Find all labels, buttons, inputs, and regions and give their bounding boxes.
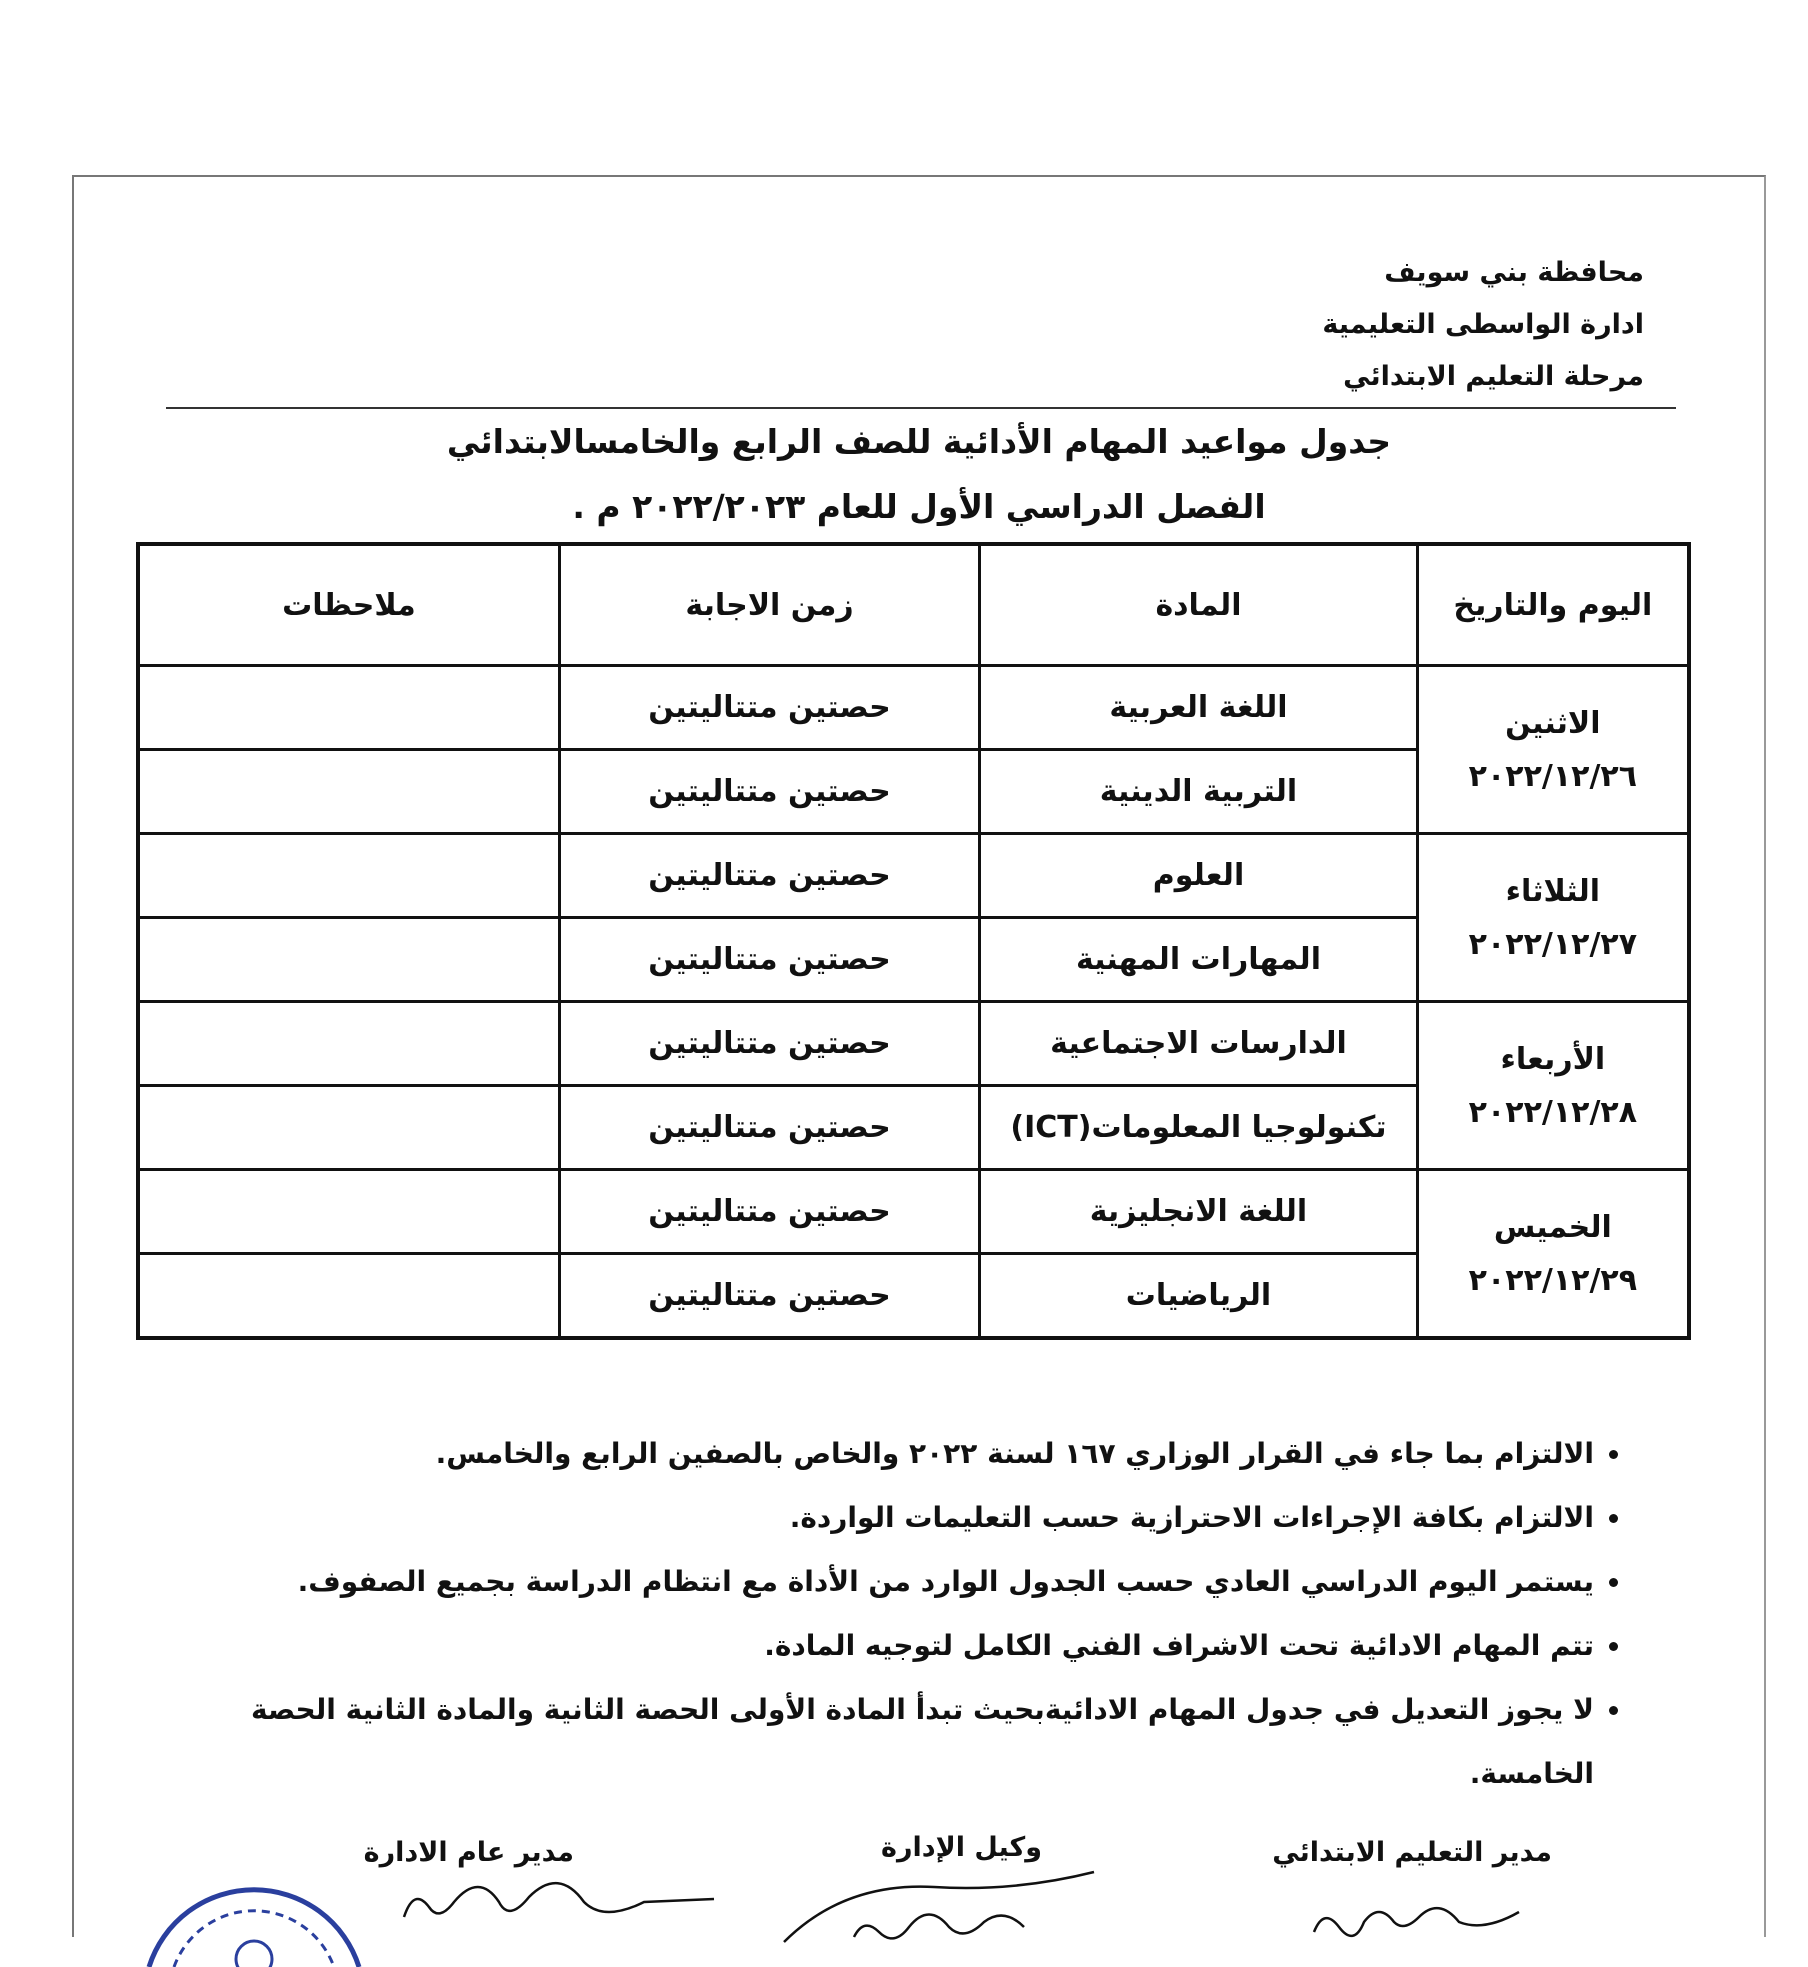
notes-cell (138, 750, 559, 834)
subject-cell: تكنولوجيا المعلومات(ICT) (980, 1086, 1418, 1170)
time-cell: حصتين متتاليتين (559, 1170, 979, 1254)
table-row (138, 834, 1689, 918)
day-date: ٢٠٢٢/١٢/٢٨ (1468, 1094, 1638, 1130)
notes-cell (138, 834, 559, 918)
table-row (138, 1002, 1689, 1086)
signature-title-general-director: مدير عام الادارة (363, 1837, 574, 1868)
header-divider (166, 407, 1676, 409)
table-header-row (138, 544, 1689, 666)
schedule-table (136, 542, 1691, 1340)
notes-cell (138, 1254, 559, 1339)
notes-cell (138, 1086, 559, 1170)
rule-item: • لا يجوز التعديل في جدول المهام الادائيةبحيث تبدأ المادة الأولى الحصة الثانية والمادة الثانية الحصة الخامسة. (124, 1678, 1594, 1742)
time-cell: حصتين متتاليتين (559, 750, 979, 834)
signature-primary-director (1294, 1887, 1594, 1947)
subject-cell: الدارسات الاجتماعية (980, 1002, 1418, 1086)
table-row (138, 1170, 1689, 1254)
day-date: ٢٠٢٢/١٢/٢٦ (1468, 758, 1638, 794)
day-name: الثلاثاء (1505, 873, 1601, 909)
signature-deputy (774, 1867, 1134, 1947)
time-cell: حصتين متتاليتين (559, 666, 979, 750)
document-page (72, 175, 1766, 1937)
day-name: الأربعاء (1500, 1041, 1606, 1077)
rules-list (124, 1422, 1634, 1790)
header-administration: ادارة الواسطى التعليمية (1322, 309, 1644, 340)
header-governorate: محافظة بني سويف (1384, 257, 1644, 288)
notes-cell (138, 666, 559, 750)
day-cell (1417, 666, 1689, 834)
notes-cell (138, 1170, 559, 1254)
day-cell (1417, 1170, 1689, 1339)
subject-cell: العلوم (980, 834, 1418, 918)
signature-title-primary-director: مدير التعليم الابتدائي (1272, 1837, 1552, 1868)
rule-item: • الالتزام بما جاء في القرار الوزاري ١٦٧ لسنة ٢٠٢٢ والخاص بالصفين الرابع والخامس. (124, 1422, 1594, 1486)
notes-cell (138, 1002, 559, 1086)
subject-cell: المهارات المهنية (980, 918, 1418, 1002)
table-row (138, 666, 1689, 750)
day-cell (1417, 1002, 1689, 1170)
header-day-date: اليوم والتاريخ (1417, 544, 1689, 666)
rule-item: • يستمر اليوم الدراسي العادي حسب الجدول الوارد من الأداة مع انتظام الدراسة بجميع الصفوف. (124, 1550, 1594, 1614)
header-stage: مرحلة التعليم الابتدائي (1343, 361, 1644, 392)
time-cell: حصتين متتاليتين (559, 1002, 979, 1086)
day-name: الخميس (1493, 1209, 1612, 1245)
subject-cell: الرياضيات (980, 1254, 1418, 1339)
header-subject: المادة (980, 544, 1418, 666)
time-cell: حصتين متتاليتين (559, 918, 979, 1002)
notes-cell (138, 918, 559, 1002)
header-notes: ملاحظات (138, 544, 559, 666)
time-cell: حصتين متتاليتين (559, 834, 979, 918)
day-name: الاثنين (1505, 705, 1601, 741)
time-cell: حصتين متتاليتين (559, 1254, 979, 1339)
day-cell (1417, 834, 1689, 1002)
day-date: ٢٠٢٢/١٢/٢٧ (1468, 926, 1638, 962)
subject-cell: اللغة الانجليزية (980, 1170, 1418, 1254)
document-header (1124, 247, 1644, 403)
document-title: جدول مواعيد المهام الأدائية للصف الرابع والخامسالابتدائي (446, 422, 1392, 461)
header-time: زمن الاجابة (559, 544, 979, 666)
official-seal-icon (134, 1877, 374, 1967)
rule-item: • الالتزام بكافة الإجراءات الاحترازية حسب التعليمات الواردة. (124, 1486, 1594, 1550)
rule-item: • تتم المهام الادائية تحت الاشراف الفني الكامل لتوجيه المادة. (124, 1614, 1594, 1678)
time-cell: حصتين متتاليتين (559, 1086, 979, 1170)
document-subtitle: الفصل الدراسي الأول للعام ٢٠٢٢/٢٠٢٣ م . (572, 487, 1266, 526)
signature-general-director (394, 1877, 724, 1937)
subject-cell: التربية الدينية (980, 750, 1418, 834)
subject-cell: اللغة العربية (980, 666, 1418, 750)
signature-title-deputy: وكيل الإدارة (881, 1832, 1042, 1863)
day-date: ٢٠٢٢/١٢/٢٩ (1468, 1262, 1638, 1298)
